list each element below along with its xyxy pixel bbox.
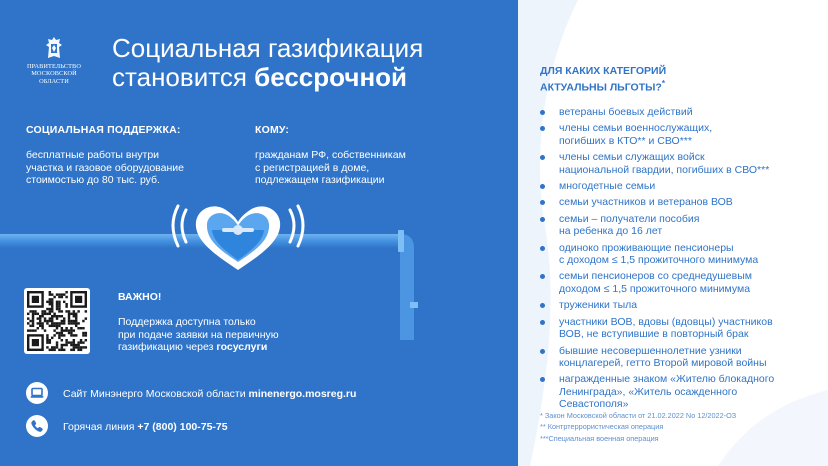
category-item-line: участники ВОВ, вдовы (вдовцы) участников bbox=[559, 315, 773, 328]
site-contact bbox=[63, 388, 356, 400]
phone-label: Горячая линия bbox=[63, 421, 138, 433]
qr-code-pattern bbox=[24, 288, 90, 354]
category-item-line: одиноко проживающие пенсионеры bbox=[559, 241, 734, 254]
phone-contact bbox=[63, 421, 228, 433]
category-item-line: члены семьи военнослужащих, bbox=[559, 122, 713, 135]
emblem-line-3: ОБЛАСТИ bbox=[39, 77, 69, 85]
category-item bbox=[538, 196, 820, 208]
support-line: бесплатные работы внутри bbox=[26, 149, 160, 161]
footnote: ** Контртеррористическая операция bbox=[540, 422, 664, 432]
support-line: стоимостью до 80 тыс. руб. bbox=[26, 174, 160, 187]
category-item-line: с доходом ≤ 1,5 прожиточного минимума bbox=[559, 254, 759, 267]
category-item bbox=[538, 106, 820, 118]
categories-heading-line-2 bbox=[540, 78, 666, 94]
category-item-line: награжденные знаком «Жителю блокадного bbox=[559, 373, 775, 386]
qr-code[interactable] bbox=[24, 288, 90, 354]
support-line: участка и газовое оборудование bbox=[26, 161, 184, 174]
important-line-1: Поддержка доступна только bbox=[118, 316, 256, 328]
title-line-1: Социальная газификация bbox=[112, 33, 424, 63]
category-item bbox=[538, 122, 820, 147]
important-text bbox=[118, 316, 279, 354]
category-item-line: погибших в КТО** и СВО*** bbox=[559, 134, 692, 147]
category-item bbox=[538, 299, 820, 311]
category-item bbox=[538, 213, 820, 238]
category-item bbox=[538, 180, 820, 192]
gosuslugi-link[interactable]: госуслуги bbox=[216, 341, 268, 354]
category-item bbox=[538, 242, 820, 267]
category-item-line: на ребенка до 16 лет bbox=[559, 225, 663, 238]
category-item-line: доходом ≤ 1,5 прожиточного минимума bbox=[559, 282, 751, 295]
phone-number-link[interactable]: +7 (800) 100-75-75 bbox=[137, 421, 228, 433]
category-item bbox=[538, 270, 820, 295]
whom-text bbox=[255, 149, 406, 187]
category-item-line: ветераны боевых действий bbox=[559, 106, 693, 118]
category-item bbox=[538, 345, 820, 370]
category-item-line: семьи участников и ветеранов ВОВ bbox=[559, 196, 733, 209]
category-item-line: ВОВ, не вступившие в повторный брак bbox=[559, 328, 749, 341]
government-emblem bbox=[24, 36, 84, 85]
categories-heading bbox=[540, 65, 666, 94]
category-item bbox=[538, 316, 820, 341]
laptop-icon bbox=[26, 382, 48, 404]
footnote: ***Специальная военная операция bbox=[540, 433, 659, 443]
category-item-line: Севастополя» bbox=[559, 398, 629, 411]
whom-line: гражданам РФ, собственникам bbox=[255, 149, 406, 161]
category-item-line: члены семьи служащих войск bbox=[559, 151, 705, 164]
whom-line: с регистрацией в доме, bbox=[255, 161, 370, 174]
category-item-line: многодетные семьи bbox=[559, 180, 656, 193]
category-item-line: национальной гвардии, погибших в СВО*** bbox=[559, 163, 770, 176]
heart-icon bbox=[196, 206, 280, 270]
category-item-line: труженики тыла bbox=[559, 299, 638, 312]
category-item-line: бывшие несовершеннолетние узники bbox=[559, 344, 742, 357]
whom-line: подлежащем газификации bbox=[255, 174, 385, 187]
categories-heading-line-1: ДЛЯ КАКИХ КАТЕГОРИЙ bbox=[540, 65, 667, 77]
important-line-3 bbox=[118, 341, 279, 354]
important-heading: ВАЖНО! bbox=[118, 291, 162, 303]
footnote: * Закон Московской области от 21.02.2022 No 12/2022-ОЗ bbox=[540, 411, 737, 420]
title-line-2-bold: бессрочной bbox=[254, 62, 408, 92]
category-item-line: концлагерей, гетто Второй мировой войны bbox=[559, 356, 767, 369]
page-title bbox=[112, 34, 423, 92]
site-link[interactable]: minenergo.mosreg.ru bbox=[248, 388, 357, 400]
category-item-line: Ленинграда», «Житель осажденного bbox=[559, 385, 738, 398]
category-item bbox=[538, 373, 820, 410]
important-line-3-prefix: газификацию через bbox=[118, 341, 217, 354]
category-item bbox=[538, 151, 820, 176]
whom-heading: КОМУ: bbox=[255, 124, 290, 136]
title-line-2 bbox=[112, 63, 423, 92]
categories-list bbox=[538, 106, 820, 415]
title-line-2-prefix: становится bbox=[112, 62, 255, 92]
support-heading: СОЦИАЛЬНАЯ ПОДДЕРЖКА: bbox=[26, 124, 181, 136]
site-label: Сайт Минэнерго Московской области bbox=[63, 388, 249, 400]
categories-heading-line-2-text: АКТУАЛЬНЫ ЛЬГОТЫ? bbox=[540, 81, 662, 93]
support-text bbox=[26, 149, 184, 187]
coat-of-arms-icon bbox=[45, 36, 63, 60]
category-item-line: семьи – получатели пособия bbox=[559, 212, 700, 225]
emblem-line-2: МОСКОВСКОЙ bbox=[31, 70, 77, 78]
footnotes bbox=[540, 410, 736, 444]
emblem-line-1: ПРАВИТЕЛЬСТВО bbox=[27, 63, 81, 70]
phone-icon bbox=[26, 415, 48, 437]
important-line-2: при подаче заявки на первичную bbox=[118, 328, 279, 341]
categories-heading-mark: * bbox=[661, 78, 665, 88]
category-item-line: семьи пенсионеров со среднедушевым bbox=[559, 270, 752, 283]
